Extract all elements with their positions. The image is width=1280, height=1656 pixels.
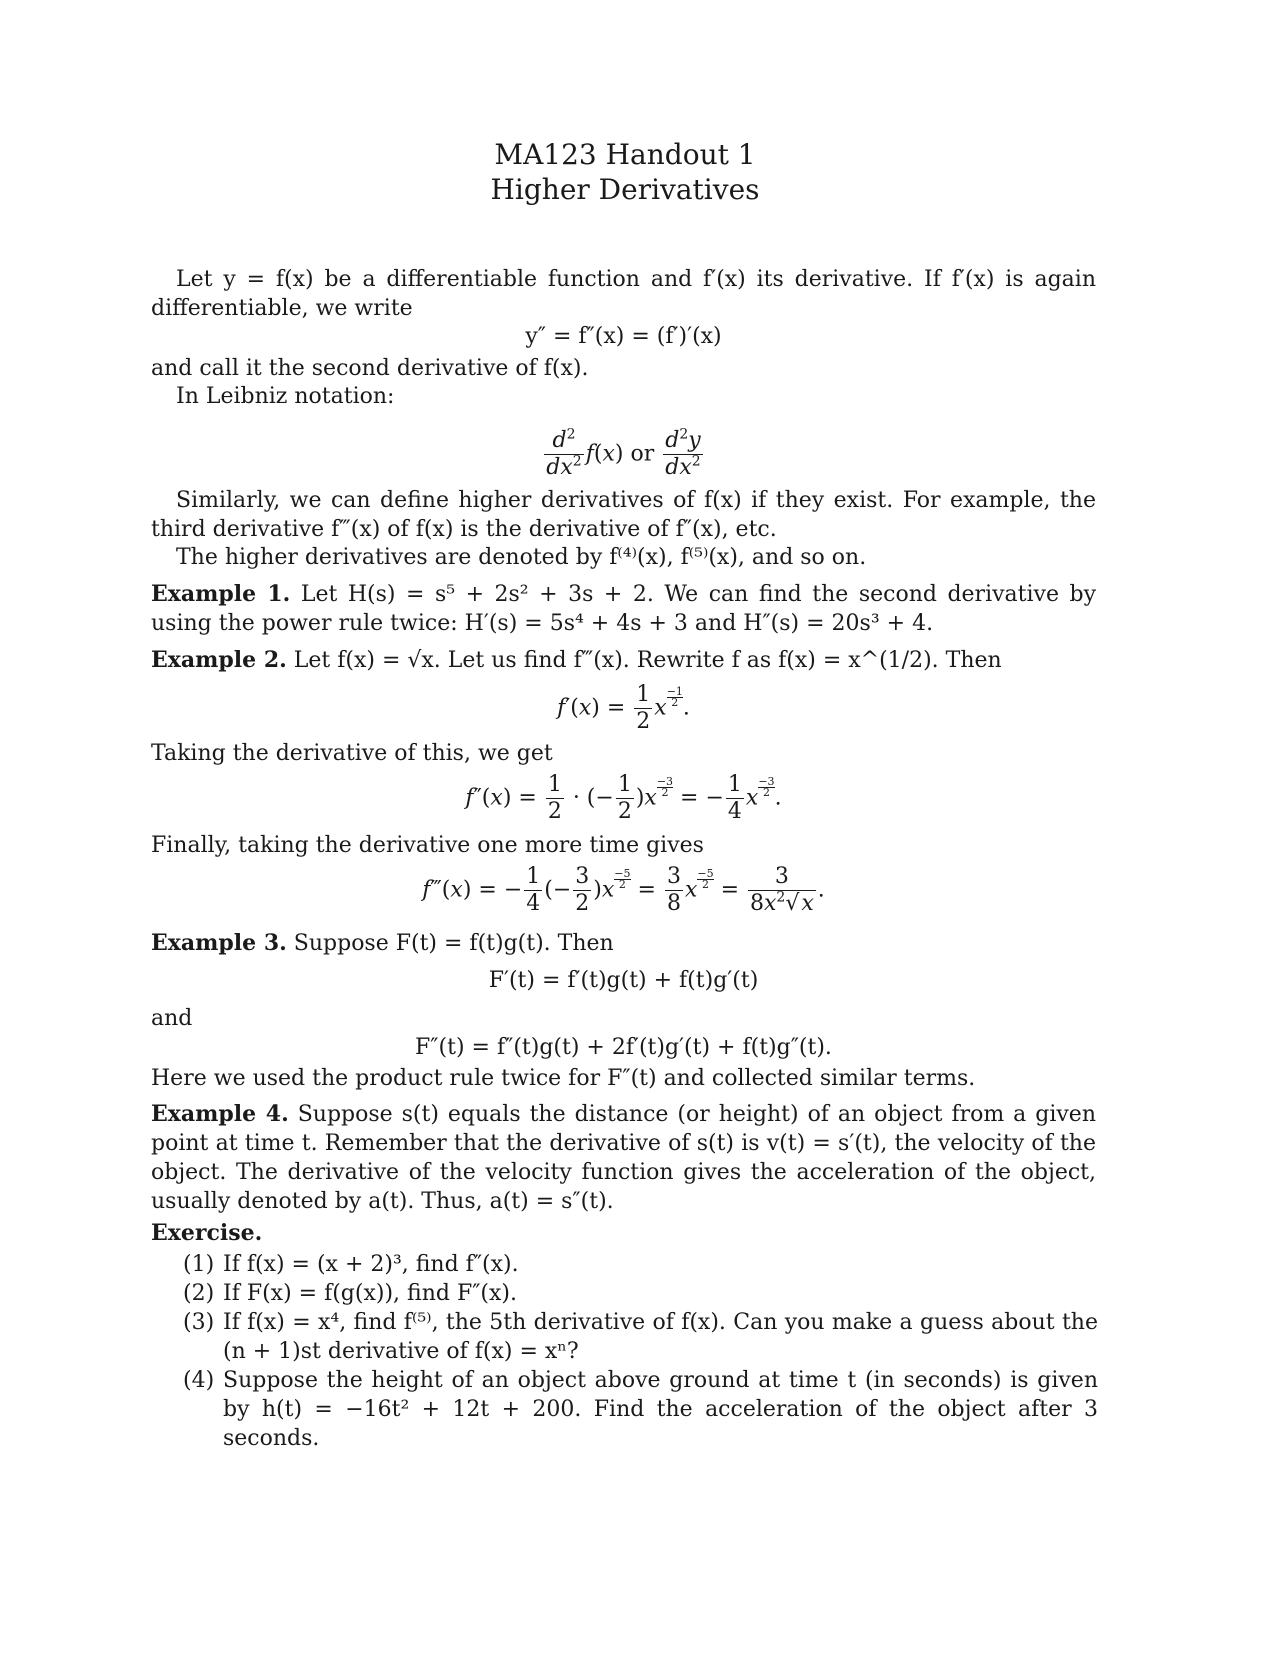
intro-paragraph-5: The higher derivatives are denoted by f⁽⁴⁾(x), f⁽⁵⁾(x), and so on. — [176, 545, 867, 570]
exercise-number: (2) — [183, 1281, 215, 1306]
example-2-taking: Taking the derivative of this, we get — [151, 741, 553, 766]
example-2-label: Example 2. — [151, 647, 287, 673]
example-2 — [151, 646, 1096, 675]
exercise-number: (4) — [183, 1368, 215, 1393]
product-rule-first: F′(t) = f′(t)g(t) + f(t)g′(t) — [488, 968, 759, 993]
leibniz-notation-equation: $\frac{d^2}{dx^2}$ f(x) or $\frac{d^2y}{dx^2}$ — [546, 426, 701, 480]
example-4 — [151, 1100, 1096, 1216]
leibniz-or: or — [630, 441, 655, 467]
example-4-text: Suppose s(t) equals the distance (or height) of an object from a given point at time t. Remember that the derivative of s(t) is v(t) = s′(t), the velocity of the object. The derivative of the velocity function gives the acceleration of the object, usually denoted by a(t). Thus, a(t) = s″(t). — [151, 1102, 1096, 1214]
example-3-text: Suppose F(t) = f(t)g(t). Then — [293, 931, 614, 956]
example-2-text: Let f(x) = √x. Let us find f‴(x). Rewrite f as f(x) = x^(1/2). Then — [293, 648, 1002, 673]
exercise-heading — [151, 1219, 1096, 1248]
intro-paragraph-1: Let y = f(x) be a differentiable function and f′(x) its derivative. If f′(x) is again differentiable, we write — [151, 267, 1096, 321]
exercise-label: Exercise. — [151, 1220, 263, 1246]
example-1-text: Let H(s) = s⁵ + 2s² + 3s + 2. We can find the second derivative by using the power rule twice: H′(s) = 5s⁴ + 4s + 3 and H″(s) = 20s³ + 4. — [151, 582, 1097, 636]
example-1 — [151, 580, 1096, 638]
example-3-label: Example 3. — [151, 930, 287, 956]
intro-paragraph-4: Similarly, we can define higher derivatives of f(x) if they exist. For example, the third derivative f‴(x) of f(x) is the derivative of f″(x), etc. — [151, 488, 1096, 542]
exercise-text: If f(x) = (x + 2)³, find f″(x). — [223, 1252, 519, 1277]
intro-paragraph-2: and call it the second derivative of f(x). — [151, 356, 589, 381]
example-3-after: Here we used the product rule twice for F″(t) and collected similar terms. — [151, 1066, 976, 1091]
exercise-item — [183, 1279, 1098, 1308]
page-title: MA123 Handout 1 — [494, 138, 756, 171]
exercise-list — [183, 1250, 1098, 1453]
second-derivative-calc: f″(x) = $\frac{1}{2}$ · (− $\frac{1}{2}$ )x $\frac{-3}{2}$ = − $\frac{1}{4}$ x $\frac{-3}{2}$ . — [465, 772, 782, 824]
example-3 — [151, 929, 1096, 958]
product-rule-second: F″(t) = f″(t)g(t) + 2f′(t)g′(t) + f(t)g″(t). — [415, 1035, 832, 1060]
exercise-text: Suppose the height of an object above ground at time t (in seconds) is given by h(t) = −16t² + 12t + 200. Find the acceleration of the object after 3 seconds. — [223, 1368, 1098, 1451]
intro-paragraph-3: In Leibniz notation: — [176, 384, 395, 409]
exercise-text: If f(x) = x⁴, find f⁽⁵⁾, the 5th derivative of f(x). Can you make a guess about the (n + 1)st derivative of f(x) = xⁿ? — [223, 1310, 1098, 1364]
third-derivative-calc: f‴(x) = − $\frac{1}{4}$ (− $\frac{3}{2}$ )x $\frac{-5}{2}$ = $\frac{3}{8}$ x $\frac{-5}{2}$ = $\frac{3}{8x^2√x}$ . — [422, 864, 825, 916]
example-3-and: and — [151, 1006, 193, 1031]
second-derivative-equation: y″ = f″(x) = (f′)′(x) — [525, 324, 722, 349]
exercise-number: (3) — [183, 1310, 215, 1335]
example-2-finally: Finally, taking the derivative one more time gives — [151, 833, 704, 858]
example-1-label: Example 1. — [151, 581, 291, 607]
exercise-number: (1) — [183, 1252, 215, 1277]
exercise-item — [183, 1250, 1098, 1279]
example-4-label: Example 4. — [151, 1101, 289, 1127]
first-derivative-equation: f′(x) = $\frac{1}{2}$ x $\frac{-1}{2}$ . — [557, 682, 690, 734]
exercise-item — [183, 1366, 1098, 1453]
exercise-text: If F(x) = f(g(x)), find F″(x). — [223, 1281, 518, 1306]
exercise-item — [183, 1308, 1098, 1366]
page-subtitle: Higher Derivatives — [490, 173, 760, 206]
